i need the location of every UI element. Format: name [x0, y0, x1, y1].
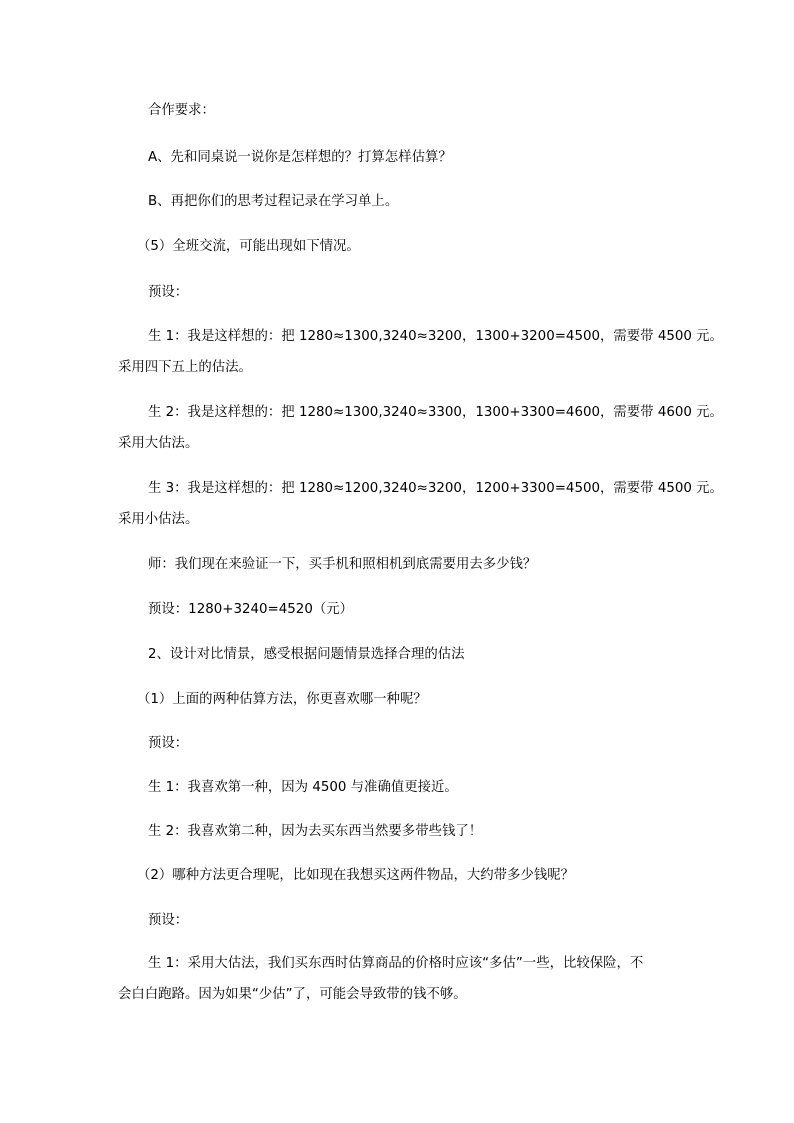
paragraph-preset-3: 预设：: [148, 913, 189, 928]
paragraph-student-answer-1: 生 1：我喜欢第一种，因为 4500 与准确值更接近。: [148, 780, 458, 795]
paragraph-student-explain-line-2: 会白白跑路。因为如果“少估”了，可能会导致带的钱不够。: [118, 987, 467, 1002]
paragraph-question-2: （2）哪种方法更合理呢，比如现在我想买这两件物品，大约带多少钱呢？: [137, 868, 575, 883]
paragraph-student-2-line-2: 采用大估法。: [118, 436, 199, 451]
paragraph-student-3-line-1: 生 3：我是这样想的：把 1280≈1200,3240≈3200，1200+3300=4500，需要带 4500 元。: [148, 481, 723, 496]
paragraph-preset-total: 预设：1280+3240=4520（元）: [148, 602, 354, 617]
paragraph-student-3-line-2: 采用小估法。: [118, 512, 199, 527]
paragraph-requirement-a: A、先和同桌说一说你是怎样想的？打算怎样估算？: [148, 150, 452, 165]
paragraph-requirement-b: B、再把你们的思考过程记录在学习单上。: [148, 194, 399, 209]
paragraph-teacher-verify: 师：我们现在来验证一下，买手机和照相机到底需要用去多少钱？: [148, 557, 537, 572]
paragraph-section-2-heading: 2、设计对比情景，感受根据问题情景选择合理的估法: [148, 647, 465, 662]
paragraph-preset: 预设：: [148, 285, 189, 300]
paragraph-student-1-line-1: 生 1：我是这样想的：把 1280≈1300,3240≈3200，1300+3200=4500，需要带 4500 元。: [148, 329, 723, 344]
paragraph-student-explain-line-1: 生 1：采用大估法，我们买东西时估算商品的价格时应该“多估”一些，比较保险，不: [148, 956, 644, 971]
paragraph-cooperation-requirements: 合作要求：: [148, 103, 215, 118]
paragraph-student-2-line-1: 生 2：我是这样想的：把 1280≈1300,3240≈3300，1300+3300=4600，需要带 4600 元。: [148, 405, 723, 420]
paragraph-class-exchange: （5）全班交流，可能出现如下情况。: [137, 239, 360, 254]
paragraph-student-answer-2: 生 2：我喜欢第二种，因为去买东西当然要多带些钱了！: [148, 824, 483, 839]
paragraph-question-1: （1）上面的两种估算方法，你更喜欢哪一种呢？: [137, 692, 427, 707]
paragraph-student-1-line-2: 采用四下五上的估法。: [118, 360, 252, 375]
paragraph-preset-2: 预设：: [148, 736, 189, 751]
